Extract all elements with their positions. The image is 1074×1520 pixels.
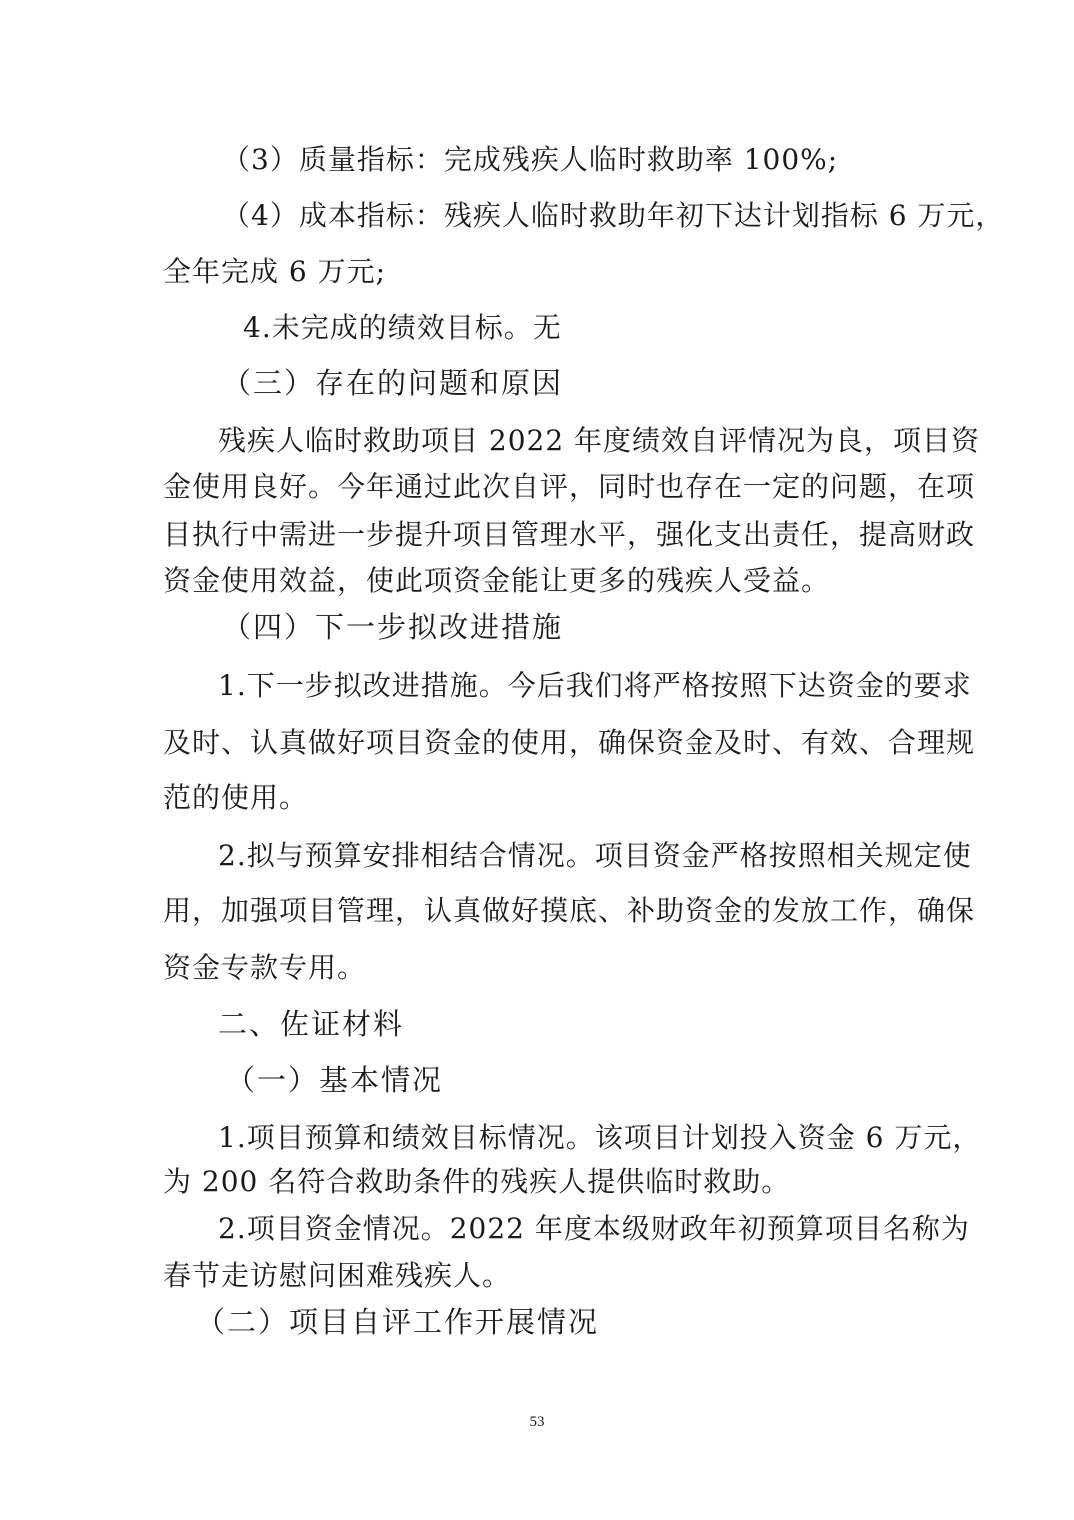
paragraph-funds-line-2: 春节走访慰问困难残疾人。 xyxy=(163,1259,512,1292)
paragraph-basic-info-line-1: 1.项目预算和绩效目标情况。该项目计划投入资金 6 万元， xyxy=(218,1121,982,1154)
section-heading-evidence: 二、佐证材料 xyxy=(218,1007,405,1041)
paragraph-problems-line-1: 残疾人临时救助项目 2022 年度绩效自评情况为良，项目资 xyxy=(218,424,981,457)
paragraph-problems-line-3: 目执行中需进一步提升项目管理水平，强化支出责任，提高财政 xyxy=(163,518,976,551)
paragraph-budget-line-2: 用，加强项目管理，认真做好摸底、补助资金的发放工作，确保 xyxy=(163,894,976,927)
paragraph-budget-line-3: 资金专款专用。 xyxy=(163,951,367,984)
paragraph-improvements-line-1: 1.下一步拟改进措施。今后我们将严格按照下达资金的要求 xyxy=(218,669,972,702)
section-heading-improvements: （四）下一步拟改进措施 xyxy=(222,610,564,644)
page-number: 53 xyxy=(529,1414,545,1430)
paragraph-basic-info-line-2: 为 200 名符合救助条件的残疾人提供临时救助。 xyxy=(163,1165,791,1198)
paragraph-budget-line-1: 2.拟与预算安排相结合情况。项目资金严格按照相关规定使 xyxy=(218,839,972,872)
text-line-unfinished-goals: 4.未完成的绩效目标。无 xyxy=(243,311,562,344)
paragraph-improvements-line-3: 范的使用。 xyxy=(163,781,309,814)
paragraph-improvements-line-2: 及时、认真做好项目资金的使用，确保资金及时、有效、合理规 xyxy=(163,726,976,759)
section-heading-basic-info: （一）基本情况 xyxy=(226,1063,444,1097)
section-heading-problems: （三）存在的问题和原因 xyxy=(222,366,564,400)
section-heading-self-evaluation: （二）项目自评工作开展情况 xyxy=(196,1305,600,1339)
text-line-cost-indicator: （4）成本指标：残疾人临时救助年初下达计划指标 6 万元， xyxy=(222,199,1005,232)
paragraph-funds-line-1: 2.项目资金情况。2022 年度本级财政年初预算项目名称为 xyxy=(218,1212,970,1245)
text-line-cost-indicator-cont: 全年完成 6 万元; xyxy=(163,255,387,288)
paragraph-problems-line-4: 资金使用效益，使此项资金能让更多的残疾人受益。 xyxy=(163,564,831,597)
text-line-quality-indicator: （3）质量指标：完成残疾人临时救助率 100%; xyxy=(222,143,839,176)
paragraph-problems-line-2: 金使用良好。今年通过此次自评，同时也存在一定的问题，在项 xyxy=(163,470,976,503)
